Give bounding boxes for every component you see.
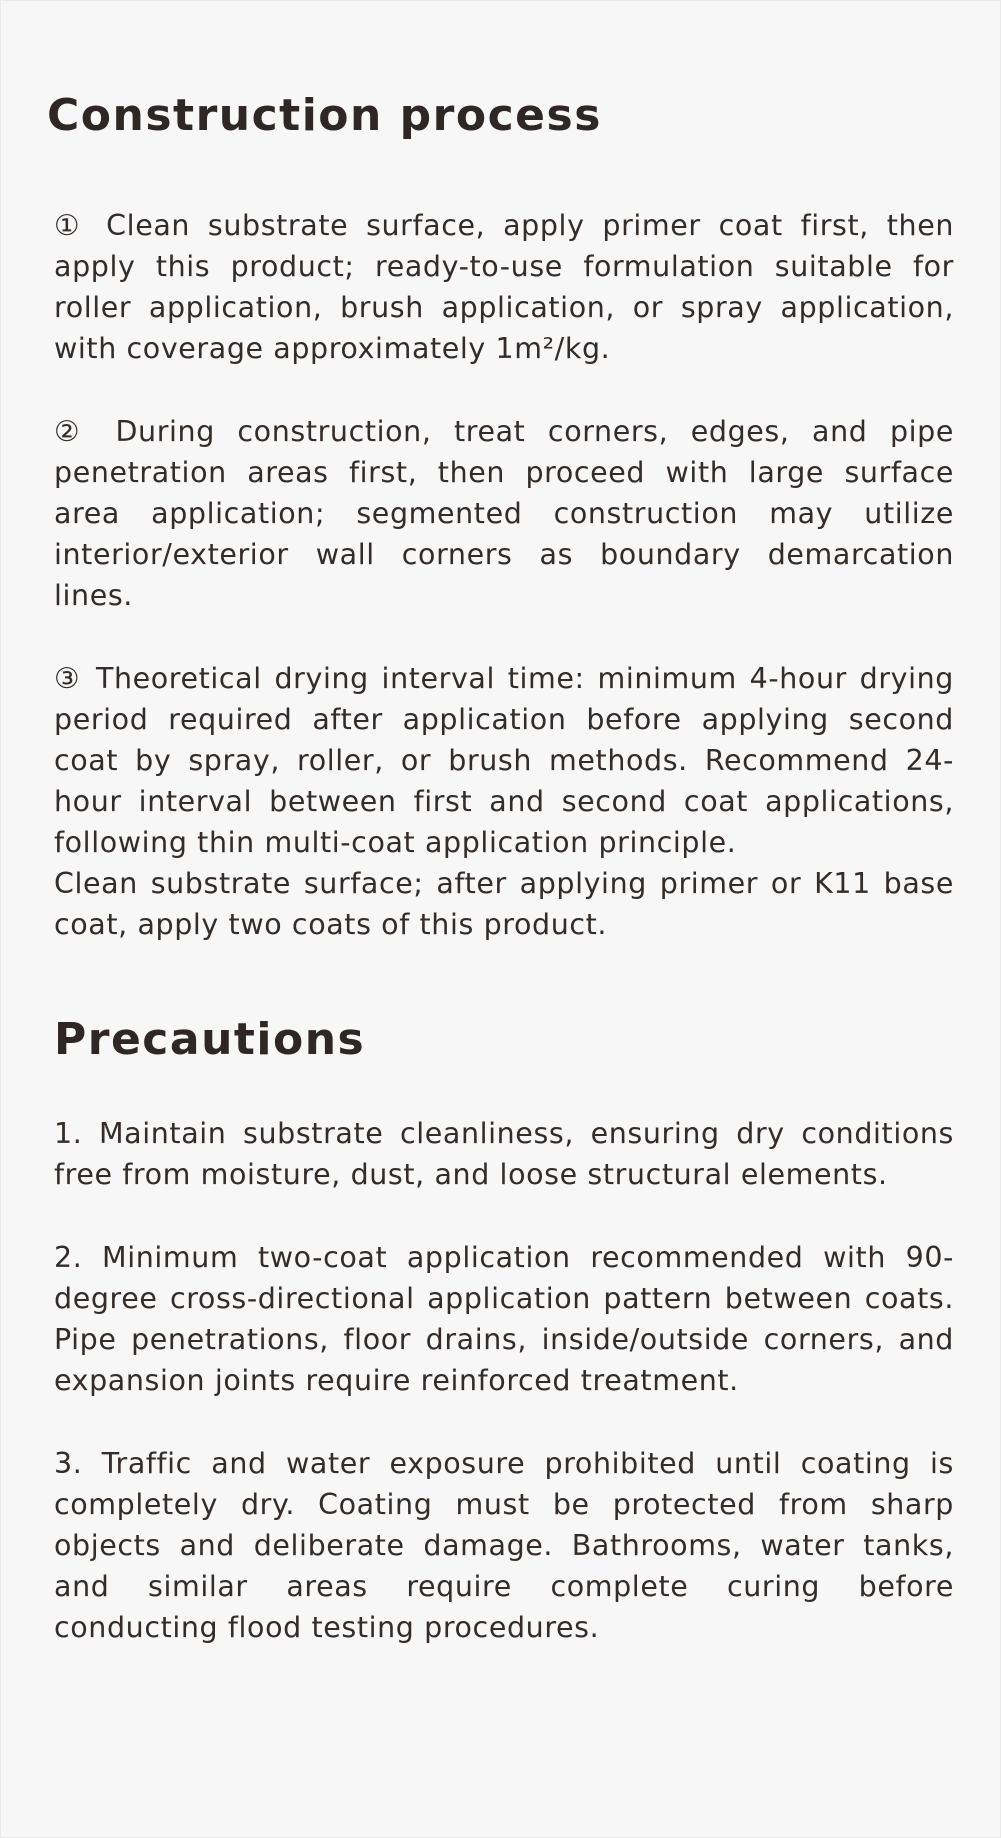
precaution-item-2-text: 2. Minimum two-coat application recommended with 90-degree cross-directional application pattern between coats. Pipe penetrations, floor drains, inside/outside corners, and expansion joints require reinforced treatment.	[54, 1241, 954, 1397]
construction-process-heading: Construction process	[47, 90, 602, 141]
precaution-item-1	[54, 1113, 954, 1195]
construction-step-3-text: ③ Theoretical drying interval time: minimum 4-hour drying period required after application before applying second coat by spray, roller, or brush methods. Recommend 24-hour interval between first and second coat applications, following thin multi-coat application principle.	[54, 662, 954, 859]
precautions-heading: Precautions	[54, 1014, 366, 1065]
construction-step-2	[54, 411, 954, 616]
precaution-item-3	[54, 1443, 954, 1648]
construction-step-2-text: ② During construction, treat corners, edges, and pipe penetration areas first, then proceed with large surface area application; segmented construction may utilize interior/exterior wall corners as boundary demarcation lines.	[54, 415, 954, 612]
construction-step-1-text: ① Clean substrate surface, apply primer coat first, then apply this product; ready-to-use formulation suitable for roller application, brush application, or spray application, with coverage approximately 1m²/kg.	[54, 209, 954, 365]
construction-step-1	[54, 205, 954, 369]
precaution-item-3-text: 3. Traffic and water exposure prohibited until coating is completely dry. Coating must be protected from sharp objects and deliberate damage. Bathrooms, water tanks, and similar areas require complete curing before conducting flood testing procedures.	[54, 1447, 954, 1644]
precaution-item-1-text: 1. Maintain substrate cleanliness, ensuring dry conditions free from moisture, dust, and loose structural elements.	[54, 1117, 954, 1191]
construction-step-3-note: Clean substrate surface; after applying primer or K11 base coat, apply two coats of this product.	[54, 867, 954, 941]
construction-step-3	[54, 658, 954, 945]
precaution-item-2	[54, 1237, 954, 1401]
